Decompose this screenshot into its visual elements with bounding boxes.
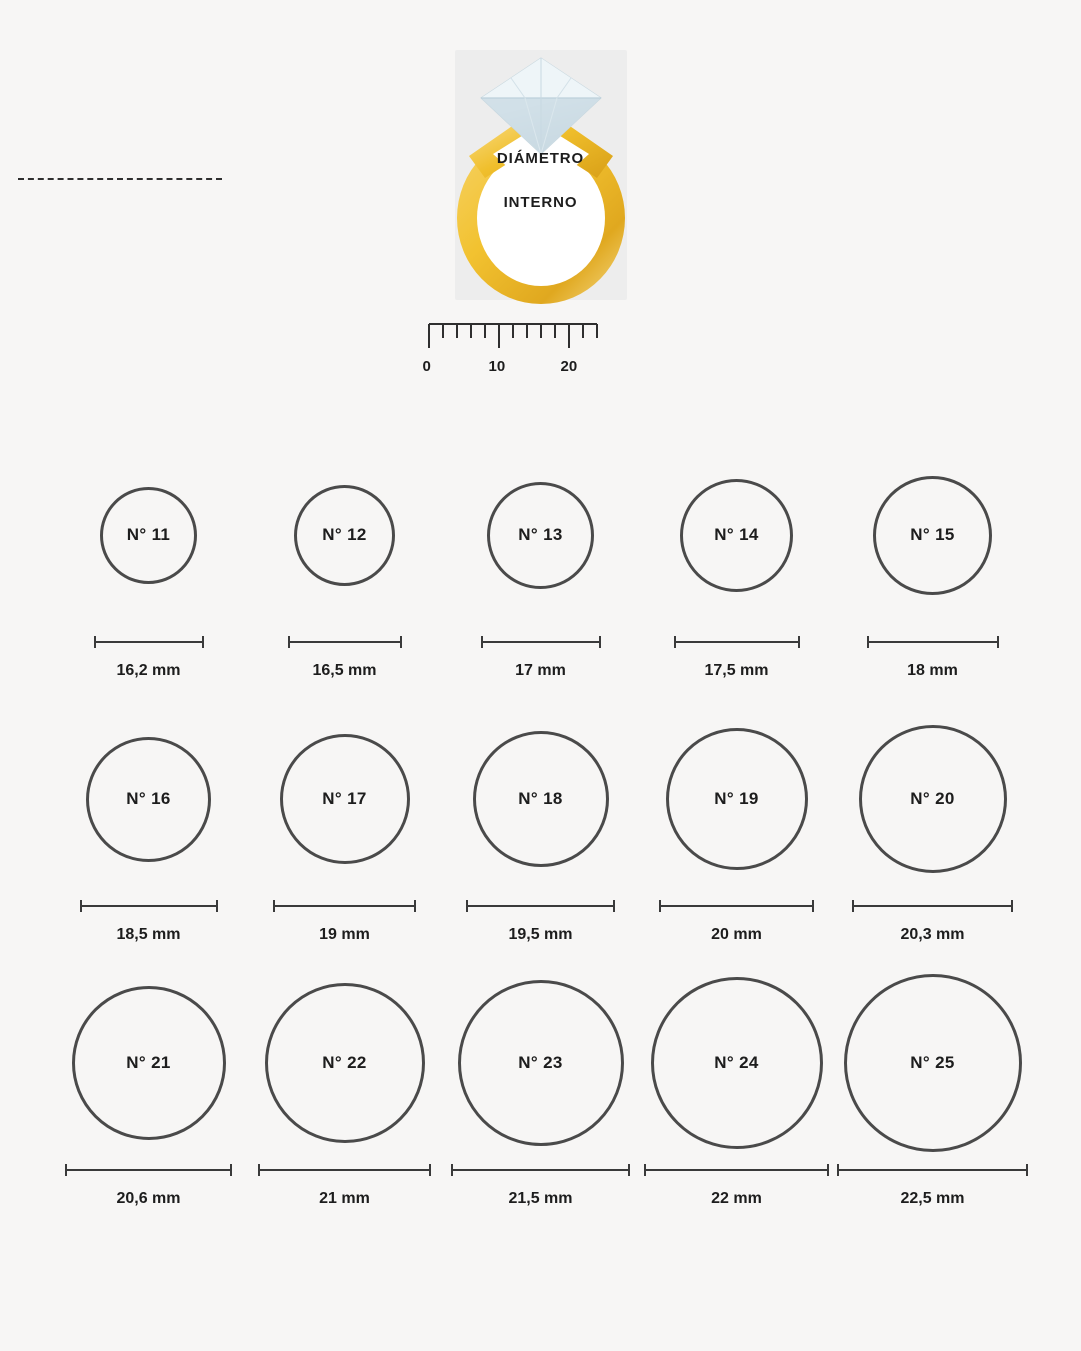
- measure-bar: [659, 900, 814, 912]
- measure-bar: [466, 900, 615, 912]
- measure-bar: [867, 636, 999, 648]
- size-mm: 21 mm: [319, 1190, 370, 1207]
- size-cell-20: [835, 704, 1031, 944]
- measure-bar: [852, 900, 1013, 912]
- size-cell-14: [639, 440, 835, 680]
- size-circle: [100, 487, 197, 584]
- ring-illustration: [0, 0, 1081, 430]
- size-mm: 17,5 mm: [704, 662, 769, 679]
- size-row: [0, 704, 1081, 944]
- measure-bar: [258, 1164, 431, 1176]
- size-cell-15: [835, 440, 1031, 680]
- size-mm: 22,5 mm: [900, 1190, 965, 1207]
- measure-bar: [481, 636, 601, 648]
- size-mm: 20,6 mm: [116, 1190, 181, 1207]
- size-circle: [86, 737, 211, 862]
- size-row: [0, 968, 1081, 1208]
- size-mm: 20,3 mm: [900, 926, 965, 943]
- circle-area: [844, 968, 1022, 1158]
- size-label: N° 23: [518, 1053, 563, 1072]
- size-label: N° 11: [126, 525, 171, 544]
- size-label: N° 22: [322, 1053, 367, 1072]
- circle-area: [487, 440, 594, 630]
- circle-area: [280, 704, 410, 894]
- size-mm: 19,5 mm: [508, 926, 573, 943]
- size-circle: [487, 482, 594, 589]
- circle-area: [86, 704, 211, 894]
- size-circle: [294, 485, 395, 586]
- circle-area: [666, 704, 808, 894]
- circle-area: [873, 440, 992, 630]
- size-label: N° 21: [126, 1053, 171, 1072]
- size-cell-23: [443, 968, 639, 1208]
- size-mm: 22 mm: [711, 1190, 762, 1207]
- measure-bar: [94, 636, 204, 648]
- size-label: N° 20: [910, 789, 955, 808]
- circle-area: [294, 440, 395, 630]
- size-mm: 18,5 mm: [116, 926, 181, 943]
- measure-bar: [80, 900, 218, 912]
- size-cell-24: [639, 968, 835, 1208]
- measure-bar: [65, 1164, 232, 1176]
- size-circle: [265, 983, 425, 1143]
- circle-area: [680, 440, 793, 630]
- size-label: N° 13: [518, 525, 563, 544]
- size-circle: [844, 974, 1022, 1152]
- size-cell-16: [51, 704, 247, 944]
- circle-area: [473, 704, 609, 894]
- size-circle: [666, 728, 808, 870]
- ruler-scale-numbers: [421, 358, 661, 378]
- circle-area: [100, 440, 197, 630]
- size-cell-11: [51, 440, 247, 680]
- size-cell-17: [247, 704, 443, 944]
- ruler-tick-0: 0: [422, 358, 431, 375]
- size-cell-25: [835, 968, 1031, 1208]
- size-mm: 16,2 mm: [116, 662, 181, 679]
- measure-bar: [451, 1164, 630, 1176]
- size-circle: [680, 479, 793, 592]
- ruler-tick-10: 10: [488, 358, 506, 375]
- size-mm: 21,5 mm: [508, 1190, 573, 1207]
- size-label: N° 24: [714, 1053, 759, 1072]
- size-cell-22: [247, 968, 443, 1208]
- size-circle: [72, 986, 226, 1140]
- circle-area: [651, 968, 823, 1158]
- measure-bar: [273, 900, 416, 912]
- size-mm: 19 mm: [319, 926, 370, 943]
- size-mm: 20 mm: [711, 926, 762, 943]
- size-cell-13: [443, 440, 639, 680]
- size-circle: [458, 980, 624, 1146]
- size-circle: [859, 725, 1007, 873]
- size-cell-12: [247, 440, 443, 680]
- size-cell-21: [51, 968, 247, 1208]
- size-mm: 17 mm: [515, 662, 566, 679]
- measure-bar: [837, 1164, 1028, 1176]
- diameter-label-bottom: INTERNO: [503, 194, 578, 211]
- ring-size-grid: [0, 440, 1081, 1232]
- size-label: N° 15: [910, 525, 955, 544]
- measure-bar: [644, 1164, 829, 1176]
- size-label: N° 19: [714, 789, 759, 808]
- circle-area: [859, 704, 1007, 894]
- diameter-dashed-line: [18, 178, 222, 180]
- circle-area: [458, 968, 624, 1158]
- circle-area: [72, 968, 226, 1158]
- size-label: N° 25: [910, 1053, 955, 1072]
- size-mm: 16,5 mm: [312, 662, 377, 679]
- size-cell-19: [639, 704, 835, 944]
- size-circle: [651, 977, 823, 1149]
- ring-svg: [421, 36, 661, 386]
- ruler-tick-20: 20: [560, 358, 578, 375]
- diameter-label-top: DIÁMETRO: [496, 150, 585, 167]
- size-circle: [473, 731, 609, 867]
- measure-bar: [674, 636, 800, 648]
- size-label: N° 14: [714, 525, 759, 544]
- size-row: [0, 440, 1081, 680]
- size-label: N° 17: [322, 789, 367, 808]
- size-label: N° 12: [322, 525, 367, 544]
- size-label: N° 16: [126, 789, 171, 808]
- ring-drawing: [421, 36, 661, 386]
- size-label: N° 18: [518, 789, 563, 808]
- size-mm: 18 mm: [907, 662, 958, 679]
- measure-bar: [288, 636, 402, 648]
- size-cell-18: [443, 704, 639, 944]
- size-circle: [280, 734, 410, 864]
- size-circle: [873, 476, 992, 595]
- circle-area: [265, 968, 425, 1158]
